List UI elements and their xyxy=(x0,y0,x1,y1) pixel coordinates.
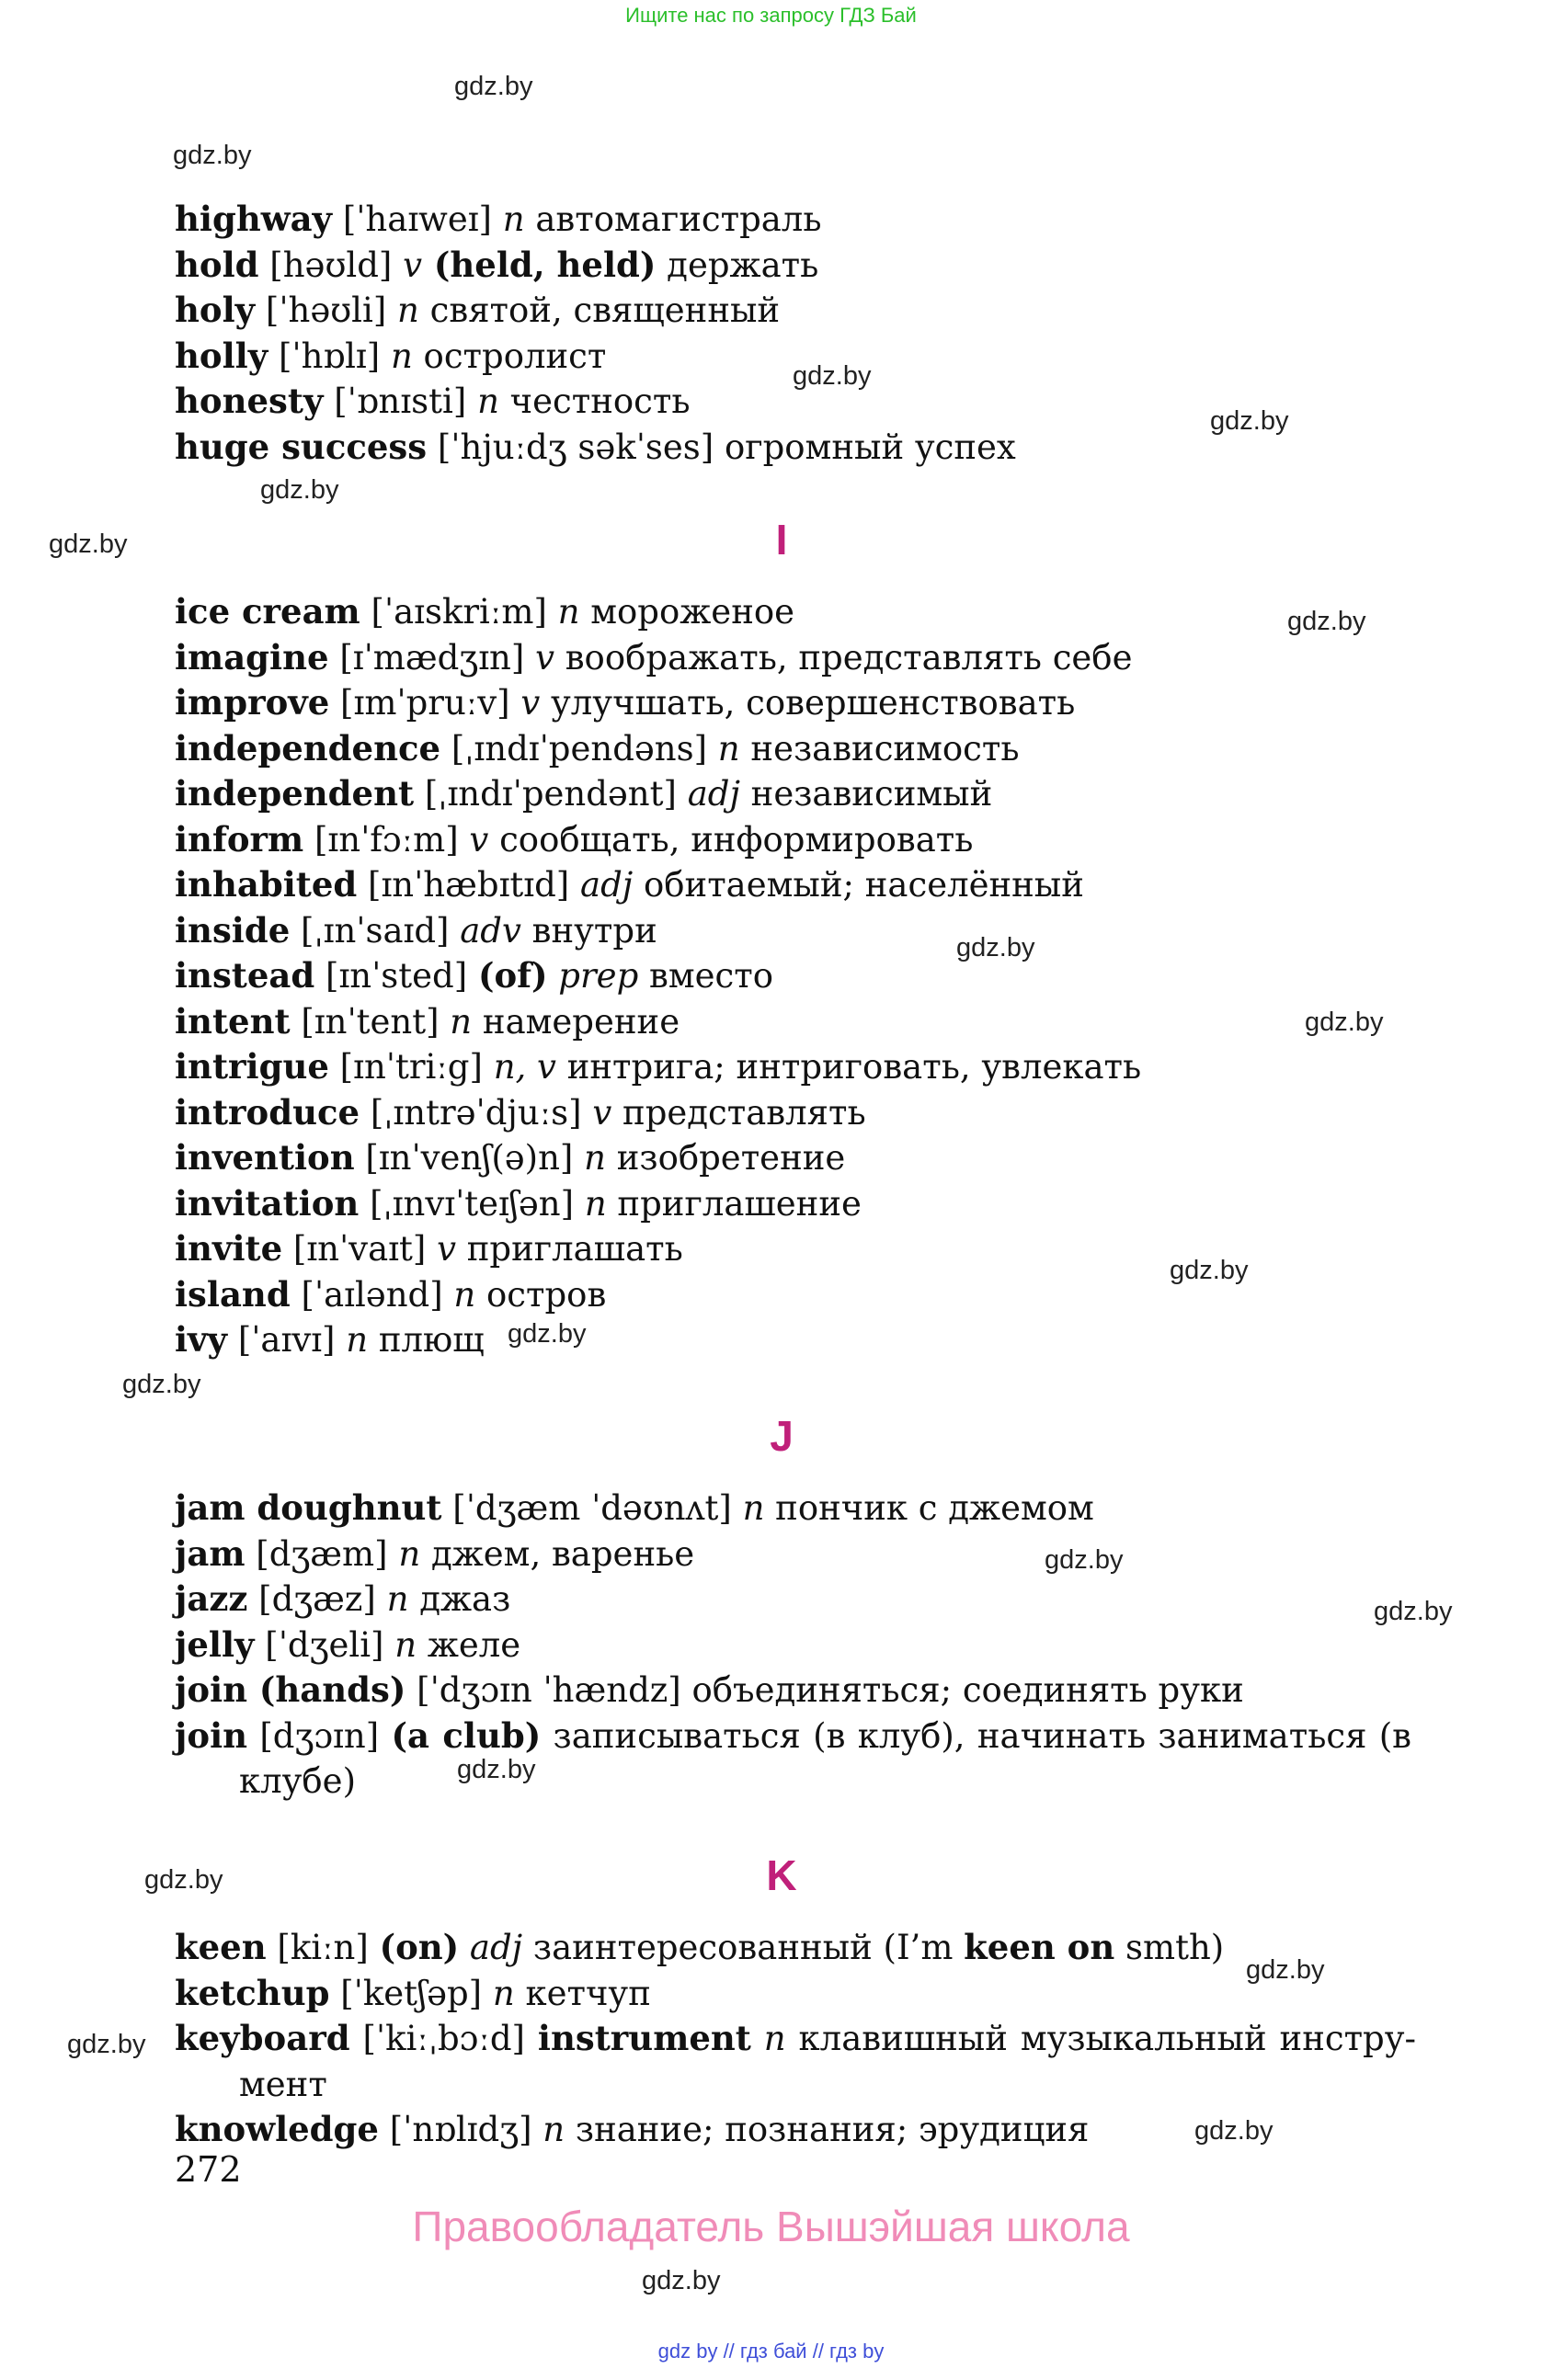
watermark: gdz.by xyxy=(1374,1597,1453,1626)
section-letter-j: J xyxy=(770,1412,794,1460)
watermark: gdz.by xyxy=(508,1319,587,1349)
entry-jazz: jazz [dʒæz] n джаз xyxy=(175,1578,511,1619)
entry-knowledge: knowledge [ˈnɒlɪdʒ] n знание; познания; эрудиция xyxy=(175,2109,1090,2149)
entry-independence: independence [ˌɪndɪˈpendəns] n независимость xyxy=(175,727,1020,769)
entry-holly: holly [ˈhɒlɪ] n остролист xyxy=(175,335,607,376)
entry-intrigue: intrigue [ɪnˈtriːg] n, v интрига; интриговать, увлекать xyxy=(175,1046,1142,1087)
bottom-links[interactable]: gdz by // гдз бай // гдз by xyxy=(657,2340,885,2363)
watermark: gdz.by xyxy=(144,1865,223,1895)
watermark: gdz.by xyxy=(793,361,872,391)
watermark: gdz.by xyxy=(454,72,533,101)
entry-inform: inform [ɪnˈfɔːm] v сообщать, информировать xyxy=(175,818,974,860)
section-h xyxy=(175,197,1411,470)
section-letter-k: K xyxy=(766,1851,797,1899)
entry-inside: inside [ˌɪnˈsaɪd] adv внутри xyxy=(175,909,657,951)
entry-ivy: ivy [ˈaɪvɪ] n плющ xyxy=(175,1319,485,1360)
entry-invite: invite [ɪnˈvaɪt] v приглашать xyxy=(175,1228,683,1269)
watermark: gdz.by xyxy=(173,141,252,170)
entry-island: island [ˈaɪlənd] n остров xyxy=(175,1273,607,1315)
entry-instead: instead [ɪnˈsted] (of) prep вместо xyxy=(175,955,774,996)
watermark: gdz.by xyxy=(122,1370,201,1399)
entry-ice-cream: ice cream [ˈaɪskriːm] n мороженое xyxy=(175,591,795,632)
watermark: gdz.by xyxy=(642,2266,721,2295)
entry-holy: holy [ˈhəʊli] n святой, священный xyxy=(175,290,781,330)
watermark: gdz.by xyxy=(1194,2116,1274,2146)
entry-jam: jam [dʒæm] n джем, варенье xyxy=(175,1532,695,1574)
section-j xyxy=(175,1486,1411,1805)
entry-huge-success: huge success [ˈhjuːdʒ səkˈses] огромный успех xyxy=(175,426,1016,467)
watermark: gdz.by xyxy=(67,2030,146,2059)
top-banner[interactable]: Ищите нас по запросу ГДЗ Бай xyxy=(625,4,917,27)
watermark: gdz.by xyxy=(956,933,1035,962)
section-letter-i: I xyxy=(775,516,788,564)
section-k xyxy=(175,1925,1416,2153)
watermark: gdz.by xyxy=(1170,1256,1249,1285)
entry-keyboard-instrument: keyboard [ˈkiːˌbɔːd] instrument n клавишный музыкальный инстру-мент xyxy=(175,2018,1416,2104)
copyright-notice: Правообладатель Вышэйшая школа xyxy=(412,2203,1130,2250)
watermark: gdz.by xyxy=(1246,1955,1325,1985)
entry-jelly: jelly [ˈdʒeli] n желе xyxy=(175,1623,521,1665)
entry-join-club: join [dʒɔɪn] (a club) записываться (в клуб), начинать заниматься (в клубе) xyxy=(175,1714,1411,1801)
entry-imagine: imagine [ɪˈmædʒɪn] v воображать, представлять себе xyxy=(175,636,1133,678)
entry-improve: improve [ɪmˈpruːv] v улучшать, совершенствовать xyxy=(175,682,1076,723)
watermark: gdz.by xyxy=(1305,1008,1384,1037)
entry-intent: intent [ɪnˈtent] n намерение xyxy=(175,1000,680,1042)
entry-introduce: introduce [ˌɪntrəˈdjuːs] v представлять xyxy=(175,1091,866,1133)
entry-invention: invention [ɪnˈvenʃ(ə)n] n изобретение xyxy=(175,1137,846,1178)
entry-independent: independent [ˌɪndɪˈpendənt] adj независимый xyxy=(175,773,993,814)
entry-jam-doughnut: jam doughnut [ˈdʒæm ˈdəʊnʌt] n пончик с джемом xyxy=(175,1487,1094,1528)
entry-highway: highway [ˈhaɪweɪ] n автомагистраль xyxy=(175,199,822,239)
watermark: gdz.by xyxy=(1045,1545,1124,1575)
entry-honesty: honesty [ˈɒnɪsti] n честность xyxy=(175,381,691,421)
watermark: gdz.by xyxy=(1287,607,1366,636)
entry-join-hands: join (hands) [ˈdʒɔɪn ˈhændz] объединяться; соединять руки xyxy=(175,1669,1244,1710)
page-number: 272 xyxy=(175,2149,242,2190)
entry-ketchup: ketchup [ˈketʃəp] n кетчуп xyxy=(175,1972,651,2013)
entry-hold: hold [həʊld] v (held, held) держать xyxy=(175,244,819,285)
section-i xyxy=(175,589,1411,1363)
watermark: gdz.by xyxy=(457,1755,536,1784)
watermark: gdz.by xyxy=(49,530,128,559)
watermark: gdz.by xyxy=(1210,406,1289,436)
entry-invitation: invitation [ˌɪnvɪˈteɪʃən] n приглашение xyxy=(175,1182,862,1224)
entry-inhabited: inhabited [ɪnˈhæbɪtɪd] adj обитаемый; населённый xyxy=(175,864,1084,905)
entry-keen: keen [kiːn] (on) adj заинтересованный (I’m keen on smth) xyxy=(175,1927,1225,1967)
watermark: gdz.by xyxy=(260,475,339,505)
